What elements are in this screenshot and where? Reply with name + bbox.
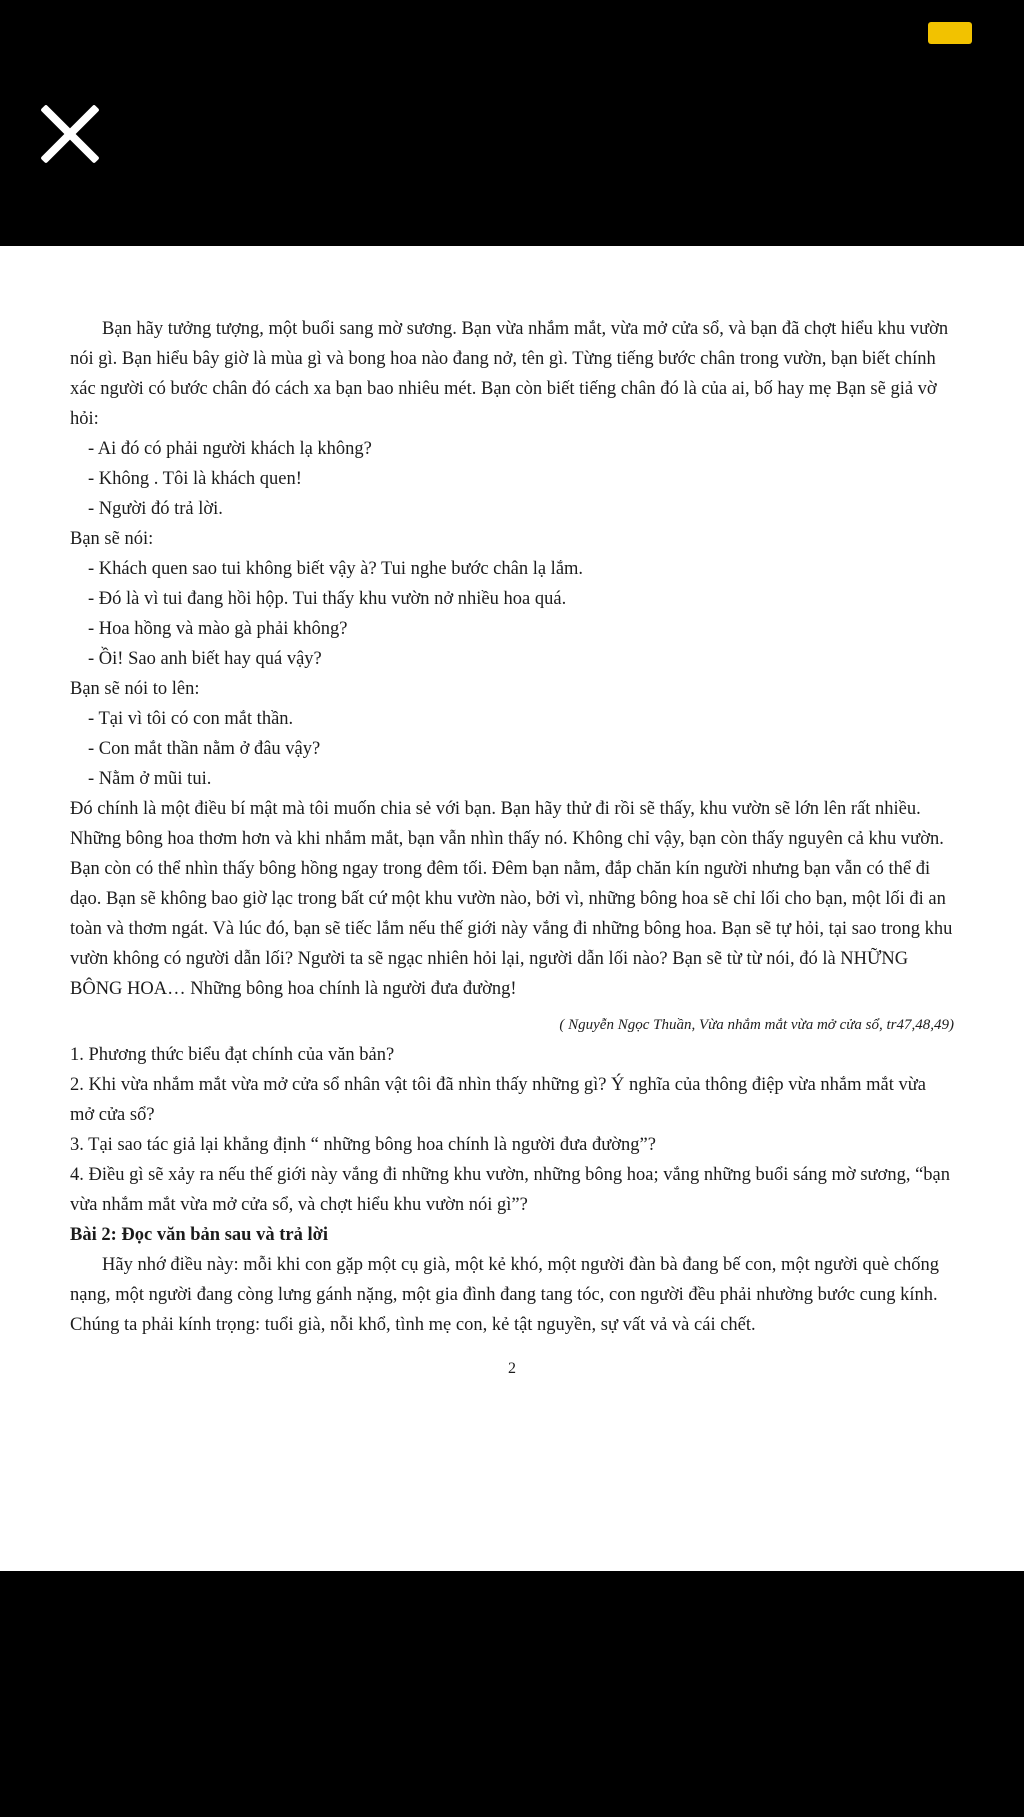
status-indicator [928, 22, 972, 44]
dialog-line: - Khách quen sao tui không biết vậy à? Tui nghe bước chân lạ lắm. [88, 559, 584, 579]
question-4: 4. Điều gì sẽ xảy ra nếu thế giới này vắng đi những khu vườn, những bông hoa; vắng những buổi sáng mờ sương, “bạn vừa nhắm mắt vừa mở cửa sổ, và chợt hiểu khu vườn nói gì”? [70, 1165, 951, 1215]
paragraph-2: Đó chính là một điều bí mật mà tôi muốn chia sẻ với bạn. Bạn hãy thử đi rồi sẽ thấy, khu vườn sẽ lớn lên rất nhiều. Những bông hoa thơm hơn và khi nhắm mắt, bạn vẫn nhìn thấy nó. Không chỉ vậy, bạn còn thấy nguyên cả khu vườn. Bạn còn có thể nhìn thấy bông hồng ngay trong đêm tối. Đêm bạn nằm, đắp chăn kín người nhưng bạn vẫn có thể đi dạo. Bạn sẽ không bao giờ lạc trong bất cứ một khu vườn nào, bởi vì, những bông hoa sẽ chỉ lối cho bạn, một lối đi an toàn và thơm ngát. Và lúc đó, bạn sẽ tiếc lắm nếu thế giới này vắng đi những bông hoa. Bạn sẽ tự hỏi, tại sao trong khu vườn không có người dẫn lối? Người ta sẽ ngạc nhiên hỏi lại, người dẫn lối nào? Bạn sẽ từ từ nói, đó là NHỮNG BÔNG HOA… Những bông hoa chính là người đưa đường! [70, 799, 953, 999]
dialog-line: - Đó là vì tui đang hồi hộp. Tui thấy khu vườn nở nhiều hoa quá. [88, 589, 567, 609]
question-2: 2. Khi vừa nhắm mắt vừa mở cửa sổ nhân vật tôi đã nhìn thấy những gì? Ý nghĩa của thông điệp vừa nhắm mắt vừa mở cửa sổ? [70, 1075, 927, 1125]
dialog-line: - Người đó trả lời. [88, 499, 223, 519]
dialog-line: - Con mắt thần nằm ở đâu vậy? [88, 739, 321, 759]
dialog-line: - Tại vì tôi có con mắt thần. [88, 709, 294, 729]
narration-line: Bạn sẽ nói to lên: [70, 679, 200, 699]
dialog-line: - Nằm ở mũi tui. [88, 769, 212, 789]
viewer-top-bar [0, 0, 1024, 246]
close-icon[interactable] [36, 100, 104, 168]
dialog-line: - Hoa hồng và mào gà phải không? [88, 619, 348, 639]
dialog-line: - Ai đó có phải người khách lạ không? [88, 439, 372, 459]
section-heading: Bài 2: Đọc văn bản sau và trả lời [70, 1225, 328, 1245]
viewer-bottom-bar [0, 1571, 1024, 1817]
question-1: 1. Phương thức biểu đạt chính của văn bản? [70, 1045, 395, 1065]
page-number: 2 [508, 1360, 516, 1377]
dialog-line: - Không . Tôi là khách quen! [88, 469, 302, 489]
document-page [0, 246, 1024, 1571]
citation: ( Nguyễn Ngọc Thuần, Vừa nhắm mắt vừa mở cửa sổ, tr47,48,49) [559, 1017, 954, 1033]
narration-line: Bạn sẽ nói: [70, 529, 154, 549]
dialog-line: - Ồi! Sao anh biết hay quá vậy? [88, 649, 322, 669]
question-3: 3. Tại sao tác giả lại khẳng định “ những bông hoa chính là người đưa đường”? [70, 1135, 656, 1155]
paragraph-1: Bạn hãy tưởng tượng, một buổi sang mờ sương. Bạn vừa nhắm mắt, vừa mở cửa sổ, và bạn đã chợt hiểu khu vườn nói gì. Bạn hiểu bây giờ là mùa gì và bong hoa nào đang nở, tên gì. Từng tiếng bước chân trong vườn, bạn biết chính xác người có bước chân đó cách xa bạn bao nhiêu mét. Bạn còn biết tiếng chân đó là của ai, bố hay mẹ Bạn sẽ giả vờ hỏi: [70, 319, 949, 429]
document-body [70, 314, 954, 1384]
paragraph-3: Hãy nhớ điều này: mỗi khi con gặp một cụ già, một kẻ khó, một người đàn bà đang bế con, một người què chống nạng, một người đang còng lưng gánh nặng, một gia đình đang tang tóc, con người đều phải nhường bước cung kính. Chúng ta phải kính trọng: tuổi già, nỗi khổ, tình mẹ con, kẻ tật nguyền, sự vất vả và cái chết. [70, 1255, 940, 1335]
